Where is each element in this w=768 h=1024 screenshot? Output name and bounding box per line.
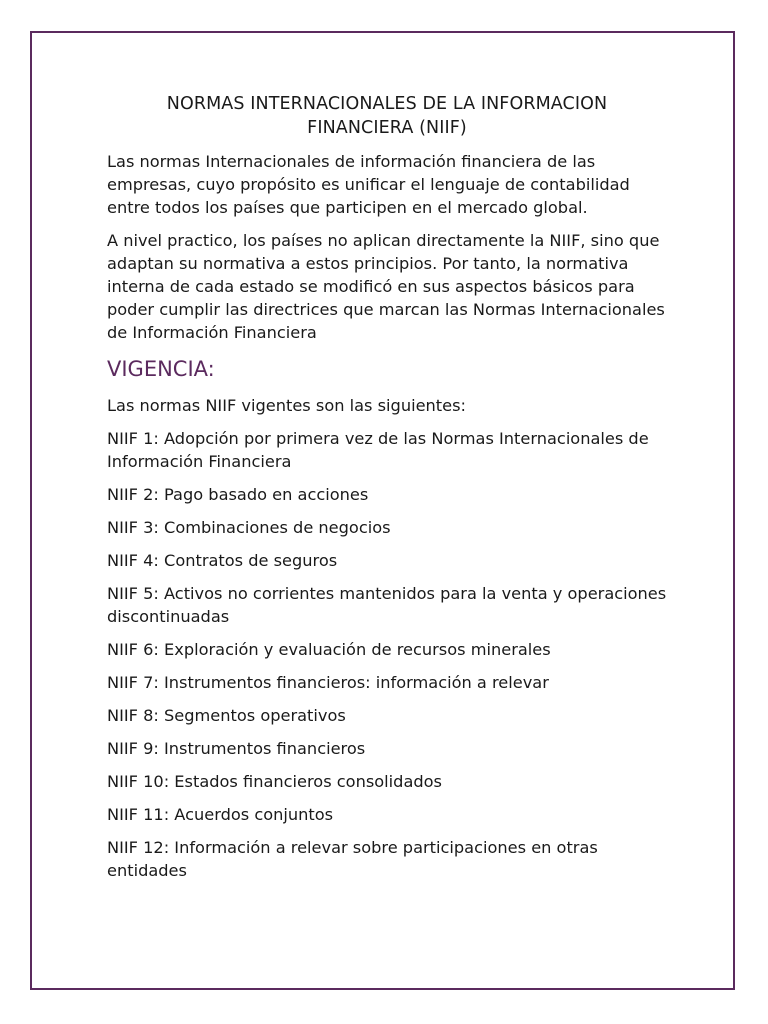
niif-item-4: NIIF 4: Contratos de seguros [107, 551, 338, 570]
document-title-line-2: FINANCIERA (NIIF) [307, 118, 467, 138]
practice-paragraph: A nivel practico, los países no aplican directamente la NIIF, sino que adaptan su normativa a estos principios. Por tanto, la normativa interna de cada estado se modificó en sus aspectos básicos para poder cumplir las directrices que marcan las Normas Internacionales de Información Financiera [107, 231, 665, 342]
document-body [107, 92, 667, 892]
niif-item-11: NIIF 11: Acuerdos conjuntos [107, 805, 334, 824]
niif-item-8: NIIF 8: Segmentos operativos [107, 706, 346, 725]
intro-paragraph: Las normas Internacionales de información financiera de las empresas, cuyo propósito es unificar el lenguaje de contabilidad entre todos los países que participen en el mercado global. [107, 152, 630, 217]
niif-item-3: NIIF 3: Combinaciones de negocios [107, 518, 391, 537]
niif-item-1: NIIF 1: Adopción por primera vez de las Normas Internacionales de Información Financiera [107, 429, 649, 471]
document-title [107, 92, 667, 140]
niif-item-2: NIIF 2: Pago basado en acciones [107, 485, 369, 504]
niif-item-9: NIIF 9: Instrumentos financieros [107, 739, 366, 758]
niif-item-12: NIIF 12: Información a relevar sobre participaciones en otras entidades [107, 838, 598, 880]
niif-item-7: NIIF 7: Instrumentos financieros: información a relevar [107, 673, 549, 692]
vigencia-intro: Las normas NIIF vigentes son las siguientes: [107, 396, 467, 415]
niif-list [107, 427, 667, 882]
vigencia-heading: VIGENCIA: [107, 357, 215, 381]
niif-item-5: NIIF 5: Activos no corrientes mantenidos para la venta y operaciones discontinuadas [107, 584, 667, 626]
document-title-line-1: NORMAS INTERNACIONALES DE LA INFORMACION [166, 94, 608, 114]
niif-item-6: NIIF 6: Exploración y evaluación de recursos minerales [107, 640, 551, 659]
niif-item-10: NIIF 10: Estados financieros consolidados [107, 772, 442, 791]
